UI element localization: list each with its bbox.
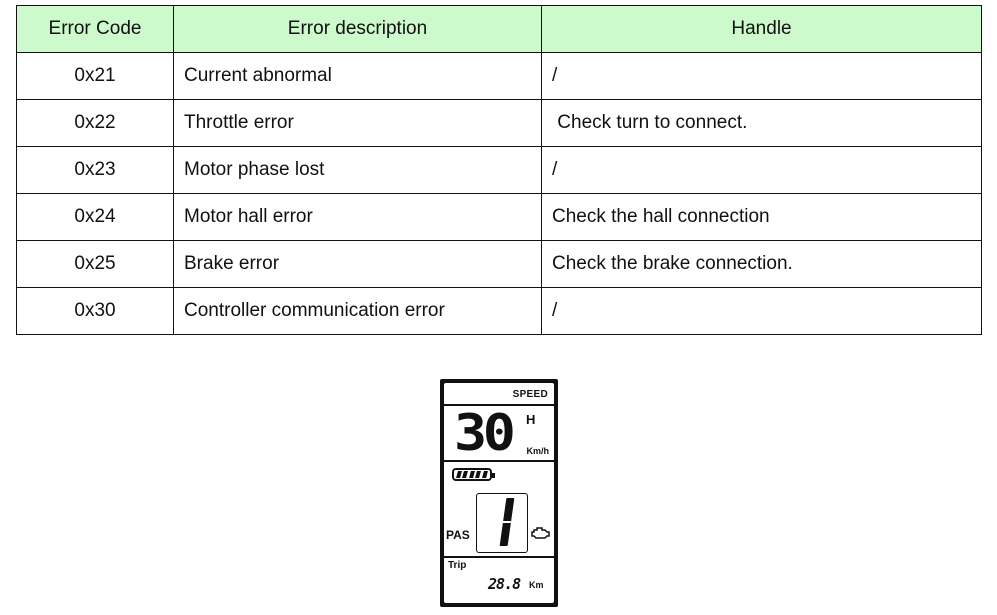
error-description-cell: Controller communication error (174, 288, 542, 335)
pas-level-box (476, 493, 528, 553)
speed-value: 30 (454, 404, 512, 462)
table-row (17, 53, 982, 100)
error-code-cell: 0x22 (17, 100, 174, 147)
trip-value: 28.8 (488, 575, 521, 593)
handle-cell: Check the hall connection (542, 194, 982, 241)
table-row (17, 288, 982, 335)
error-code-cell: 0x25 (17, 241, 174, 288)
header-handle: Handle (542, 6, 982, 53)
table-row (17, 147, 982, 194)
trip-label: Trip (448, 560, 467, 571)
table-row (17, 194, 982, 241)
error-code-cell: 0x30 (17, 288, 174, 335)
error-description-cell: Motor hall error (174, 194, 542, 241)
handle-cell: Check the brake connection. (542, 241, 982, 288)
handle-cell: / (542, 147, 982, 194)
speed-header-section (444, 383, 554, 406)
pas-label: PAS (446, 528, 470, 542)
trip-section (444, 558, 554, 603)
error-description-cell: Throttle error (174, 100, 542, 147)
lcd-screen (444, 383, 554, 603)
speed-unit: Km/h (526, 446, 549, 456)
handle-cell: / (542, 288, 982, 335)
table-row (17, 100, 982, 147)
error-description-cell: Current abnormal (174, 53, 542, 100)
pas-section (444, 462, 554, 558)
header-error-description: Error description (174, 6, 542, 53)
error-code-cell: 0x24 (17, 194, 174, 241)
speed-label: SPEED (512, 389, 548, 400)
pas-level-digit (500, 498, 515, 546)
handle-cell: Check turn to connect. (542, 100, 982, 147)
table-row (17, 241, 982, 288)
handle-cell: / (542, 53, 982, 100)
battery-icon (452, 468, 492, 481)
engine-warning-icon (531, 526, 550, 540)
error-description-cell: Motor phase lost (174, 147, 542, 194)
header-error-code: Error Code (17, 6, 174, 53)
table-header-row (17, 6, 982, 53)
trip-unit: Km (529, 580, 544, 590)
error-code-cell: 0x21 (17, 53, 174, 100)
error-code-cell: 0x23 (17, 147, 174, 194)
speed-mode-indicator: H (526, 412, 536, 427)
speed-section (444, 406, 554, 462)
lcd-display (440, 379, 558, 607)
error-code-table (16, 5, 982, 335)
error-description-cell: Brake error (174, 241, 542, 288)
